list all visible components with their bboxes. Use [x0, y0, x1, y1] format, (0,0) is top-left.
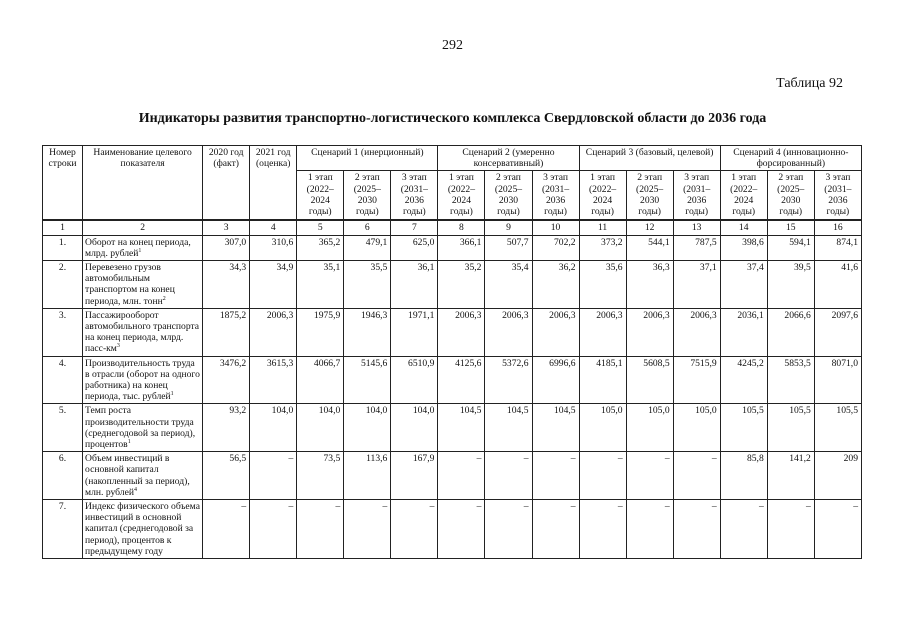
value-cell: 104,0: [344, 404, 391, 452]
value-cell: –: [626, 500, 673, 559]
value-cell: 2097,6: [814, 308, 861, 356]
header-scenario-2: Сценарий 2 (умеренно консервативный): [438, 146, 579, 171]
value-cell: 105,0: [673, 404, 720, 452]
value-cell: 93,2: [203, 404, 250, 452]
value-cell: 398,6: [720, 235, 767, 260]
header-stage-1: 1 этап (2022–2024 годы): [720, 171, 767, 221]
row-number: 4.: [43, 356, 83, 404]
value-cell: 1975,9: [297, 308, 344, 356]
header-stage-2: 2 этап (2025–2030 годы): [767, 171, 814, 221]
value-cell: –: [720, 500, 767, 559]
value-cell: 4125,6: [438, 356, 485, 404]
value-cell: 2006,3: [532, 308, 579, 356]
column-number: 3: [203, 220, 250, 235]
table-row: [43, 356, 862, 404]
table-row: [43, 261, 862, 309]
value-cell: 209: [814, 452, 861, 500]
indicator-name: Перевезено грузов автомобильным транспортом на конец периода, млн. тонн: [85, 262, 175, 307]
value-cell: 874,1: [814, 235, 861, 260]
column-number: 2: [83, 220, 203, 235]
table-row: [43, 235, 862, 260]
indicator-name-cell: [83, 235, 203, 260]
value-cell: 8071,0: [814, 356, 861, 404]
footnote-marker: 1: [127, 439, 131, 446]
row-number: 7.: [43, 500, 83, 559]
header-stage-2: 2 этап (2025–2030 годы): [626, 171, 673, 221]
indicator-name: Пассажирооборот автомобильного транспорта на конец периода, млрд. пасс-км: [85, 309, 200, 355]
value-cell: 4066,7: [297, 356, 344, 404]
table-body: [43, 220, 862, 558]
document-title: Индикаторы развития транспортно-логистического комплекса Свердловской области до 2036 года: [138, 111, 767, 126]
value-cell: –: [344, 500, 391, 559]
column-number: 6: [344, 220, 391, 235]
value-cell: –: [532, 500, 579, 559]
value-cell: 3615,3: [250, 356, 297, 404]
indicators-table: [42, 145, 862, 559]
value-cell: 1971,1: [391, 308, 438, 356]
value-cell: 113,6: [344, 452, 391, 500]
row-number: 1.: [43, 235, 83, 260]
value-cell: 2066,6: [767, 308, 814, 356]
value-cell: 594,1: [767, 235, 814, 260]
value-cell: 2006,3: [626, 308, 673, 356]
value-cell: 104,0: [391, 404, 438, 452]
value-cell: 34,3: [203, 261, 250, 309]
row-number: 3.: [43, 308, 83, 356]
header-stage-2: 2 этап (2025–2030 годы): [485, 171, 532, 221]
value-cell: 34,9: [250, 261, 297, 309]
value-cell: 36,3: [626, 261, 673, 309]
value-cell: 104,0: [297, 404, 344, 452]
value-cell: 4185,1: [579, 356, 626, 404]
value-cell: 3476,2: [203, 356, 250, 404]
column-number: 16: [814, 220, 861, 235]
value-cell: 544,1: [626, 235, 673, 260]
header-scenario-4: Сценарий 4 (инновационно-форсированный): [720, 146, 861, 171]
value-cell: 366,1: [438, 235, 485, 260]
value-cell: 85,8: [720, 452, 767, 500]
value-cell: –: [391, 500, 438, 559]
value-cell: 5608,5: [626, 356, 673, 404]
indicator-name-cell: [83, 308, 203, 356]
value-cell: –: [250, 500, 297, 559]
indicator-name: Производительность труда в отрасли (оборот на одного работника) на конец периода, тыс. рублей: [85, 357, 200, 403]
value-cell: –: [579, 452, 626, 500]
column-number: 13: [673, 220, 720, 235]
value-cell: 2006,3: [673, 308, 720, 356]
header-indicator-name: Наименование целевого показателя: [83, 146, 203, 221]
header-stage-3: 3 этап (2031–2036 годы): [673, 171, 720, 221]
header-stage-3: 3 этап (2031–2036 годы): [814, 171, 861, 221]
value-cell: 1875,2: [203, 308, 250, 356]
footnote-marker: 2: [162, 295, 166, 302]
row-number: 6.: [43, 452, 83, 500]
value-cell: 35,2: [438, 261, 485, 309]
value-cell: –: [250, 452, 297, 500]
value-cell: 507,7: [485, 235, 532, 260]
table-row: [43, 500, 862, 559]
column-number: 14: [720, 220, 767, 235]
column-number: 9: [485, 220, 532, 235]
value-cell: 105,5: [814, 404, 861, 452]
value-cell: 37,1: [673, 261, 720, 309]
value-cell: –: [438, 452, 485, 500]
value-cell: –: [203, 500, 250, 559]
value-cell: 2036,1: [720, 308, 767, 356]
value-cell: 105,5: [720, 404, 767, 452]
value-cell: –: [673, 500, 720, 559]
value-cell: 307,0: [203, 235, 250, 260]
value-cell: –: [579, 500, 626, 559]
value-cell: 6996,6: [532, 356, 579, 404]
column-number: 10: [532, 220, 579, 235]
value-cell: 105,0: [579, 404, 626, 452]
value-cell: 479,1: [344, 235, 391, 260]
page-number: 292: [442, 38, 463, 53]
header-scenario-3: Сценарий 3 (базовый, целевой): [579, 146, 720, 171]
column-number: 4: [250, 220, 297, 235]
table-row: [43, 404, 862, 452]
value-cell: 41,6: [814, 261, 861, 309]
header-stage-1: 1 этап (2022–2024 годы): [579, 171, 626, 221]
value-cell: 167,9: [391, 452, 438, 500]
value-cell: 625,0: [391, 235, 438, 260]
column-number: 8: [438, 220, 485, 235]
value-cell: 2006,3: [485, 308, 532, 356]
value-cell: –: [297, 500, 344, 559]
value-cell: –: [626, 452, 673, 500]
value-cell: –: [438, 500, 485, 559]
value-cell: 7515,9: [673, 356, 720, 404]
column-number-row: [43, 220, 862, 235]
value-cell: 141,2: [767, 452, 814, 500]
value-cell: 35,4: [485, 261, 532, 309]
indicator-name: Объем инвестиций в основной капитал (накопленный за период), млн. рублей: [85, 453, 190, 498]
footnote-marker: 3: [116, 343, 120, 350]
indicator-name-cell: [83, 356, 203, 404]
indicator-name-cell: [83, 500, 203, 559]
value-cell: 39,5: [767, 261, 814, 309]
value-cell: 2006,3: [250, 308, 297, 356]
indicator-name: Оборот на конец периода, млрд. рублей: [85, 236, 191, 259]
value-cell: –: [532, 452, 579, 500]
value-cell: 35,6: [579, 261, 626, 309]
indicator-name-cell: [83, 452, 203, 500]
value-cell: –: [673, 452, 720, 500]
row-number: 2.: [43, 261, 83, 309]
indicator-name-cell: [83, 261, 203, 309]
value-cell: –: [814, 500, 861, 559]
value-cell: 373,2: [579, 235, 626, 260]
header-stage-3: 3 этап (2031–2036 годы): [391, 171, 438, 221]
value-cell: 365,2: [297, 235, 344, 260]
footnote-marker: 1: [170, 391, 174, 398]
value-cell: 36,2: [532, 261, 579, 309]
header-stage-2: 2 этап (2025–2030 годы): [344, 171, 391, 221]
value-cell: 105,0: [626, 404, 673, 452]
column-number: 5: [297, 220, 344, 235]
value-cell: 2006,3: [579, 308, 626, 356]
value-cell: 702,2: [532, 235, 579, 260]
table-row: [43, 452, 862, 500]
value-cell: 105,5: [767, 404, 814, 452]
indicator-name-cell: [83, 404, 203, 452]
value-cell: 104,5: [532, 404, 579, 452]
value-cell: 787,5: [673, 235, 720, 260]
value-cell: 104,5: [485, 404, 532, 452]
value-cell: 56,5: [203, 452, 250, 500]
value-cell: 35,5: [344, 261, 391, 309]
row-number: 5.: [43, 404, 83, 452]
column-number: 15: [767, 220, 814, 235]
value-cell: 310,6: [250, 235, 297, 260]
value-cell: 5853,5: [767, 356, 814, 404]
header-stage-3: 3 этап (2031–2036 годы): [532, 171, 579, 221]
value-cell: 104,5: [438, 404, 485, 452]
value-cell: 5372,6: [485, 356, 532, 404]
indicator-name: Темп роста производительности труда (среднегодовой за период), процентов: [85, 405, 196, 451]
table-caption: Таблица 92: [776, 76, 843, 91]
value-cell: 104,0: [250, 404, 297, 452]
header-scenario-1: Сценарий 1 (инерционный): [297, 146, 438, 171]
table-row: [43, 308, 862, 356]
value-cell: –: [485, 500, 532, 559]
value-cell: –: [767, 500, 814, 559]
value-cell: 36,1: [391, 261, 438, 309]
header-2020: 2020 год (факт): [203, 146, 250, 221]
value-cell: 4245,2: [720, 356, 767, 404]
column-number: 7: [391, 220, 438, 235]
footnote-marker: 1: [138, 247, 142, 254]
column-number: 1: [43, 220, 83, 235]
value-cell: 6510,9: [391, 356, 438, 404]
value-cell: 73,5: [297, 452, 344, 500]
header-row-number: Номер строки: [43, 146, 83, 221]
value-cell: 1946,3: [344, 308, 391, 356]
value-cell: 35,1: [297, 261, 344, 309]
column-number: 12: [626, 220, 673, 235]
value-cell: 37,4: [720, 261, 767, 309]
value-cell: 5145,6: [344, 356, 391, 404]
indicator-name: Индекс физического объема инвестиций в основной капитал (среднегодовой за период), процентов к предыдущему году: [85, 501, 200, 557]
value-cell: 2006,3: [438, 308, 485, 356]
header-stage-1: 1 этап (2022–2024 годы): [297, 171, 344, 221]
column-number: 11: [579, 220, 626, 235]
header-2021: 2021 год (оценка): [250, 146, 297, 221]
header-stage-1: 1 этап (2022–2024 годы): [438, 171, 485, 221]
value-cell: –: [485, 452, 532, 500]
footnote-marker: 4: [133, 486, 137, 493]
